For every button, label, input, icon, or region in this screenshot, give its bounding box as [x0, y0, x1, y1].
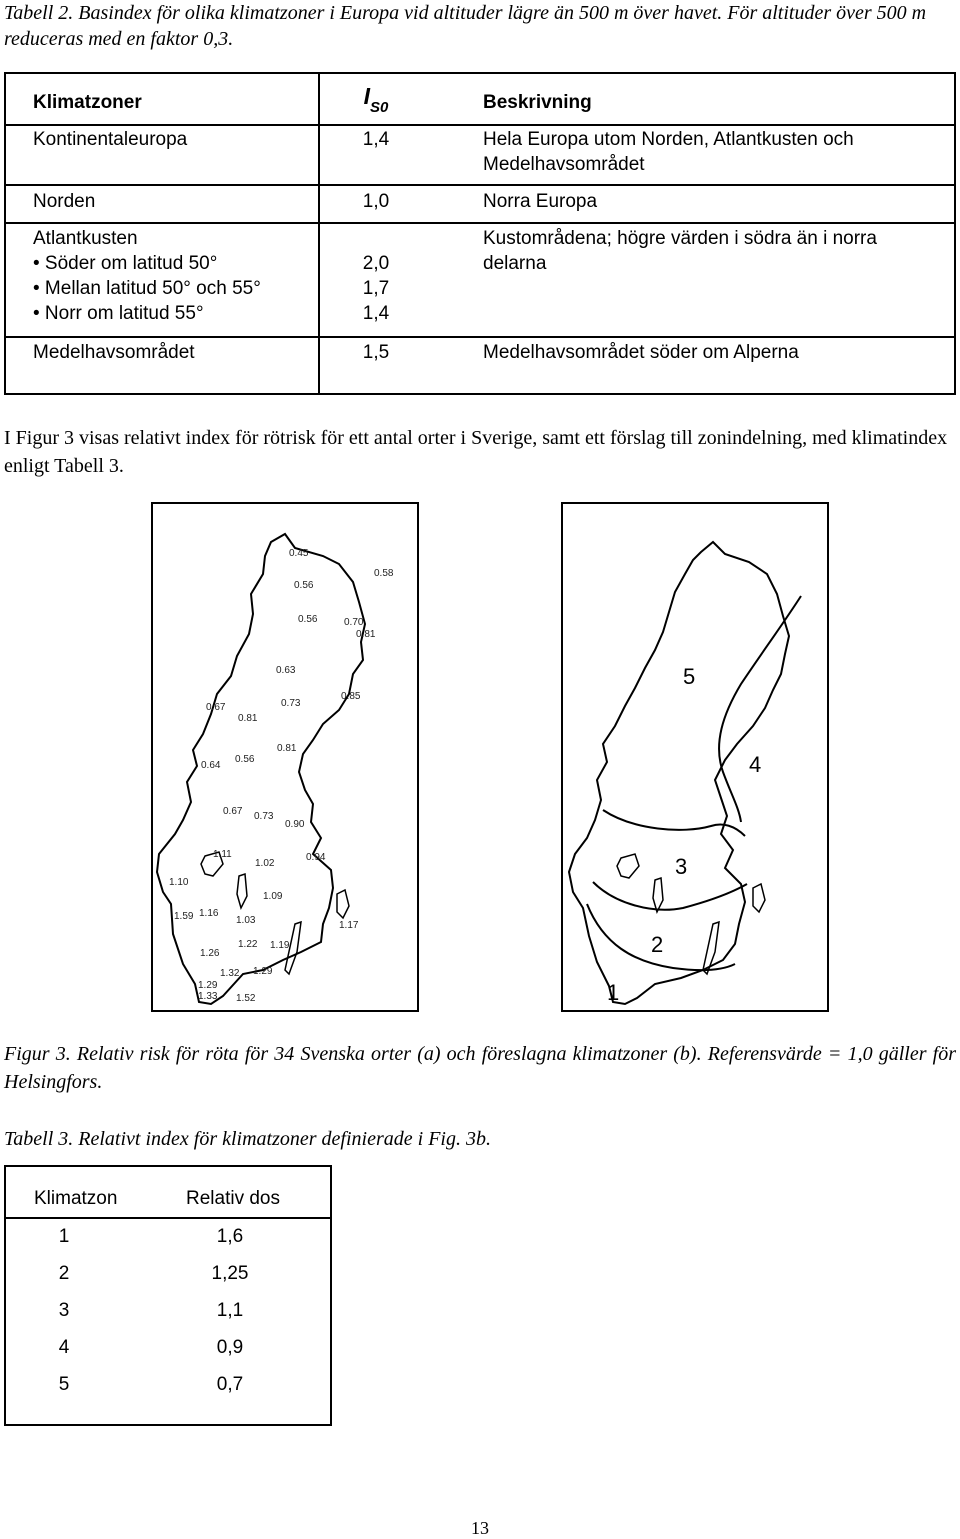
- lake-vanern: [617, 854, 639, 878]
- risk-value-label: 0.67: [223, 806, 243, 817]
- risk-value-label: 0.70: [344, 617, 364, 628]
- description-cell: Hela Europa utom Norden, Atlantkusten och Medelhavsområdet: [483, 129, 854, 175]
- risk-value-label: 0.56: [298, 614, 318, 625]
- zone-cell: Atlantkusten: [33, 228, 138, 249]
- zone-cell: 5: [58, 1374, 70, 1395]
- risk-value-label: 0.64: [201, 760, 221, 771]
- table2-caption: Tabell 2. Basindex för olika klimatzoner i Europa vid altituder lägre än 500 m över havet. För altituder över 500 m reduceras med en faktor 0,3.: [4, 2, 927, 50]
- risk-value-labels: [169, 548, 394, 1004]
- zone-label-1: 1: [607, 980, 620, 1005]
- risk-value-label: 0.73: [281, 698, 301, 709]
- risk-value-label: 0.81: [238, 713, 258, 724]
- risk-value-label: 1.11: [213, 849, 232, 860]
- dose-cell: 1,1: [216, 1300, 244, 1321]
- sub-zone-cell: • Norr om latitud 55°: [33, 303, 204, 324]
- risk-value-label: 0.67: [206, 702, 226, 713]
- zone-label-2: 2: [651, 932, 664, 957]
- gotland-island: [337, 890, 349, 918]
- value-cell: 1,4: [362, 303, 390, 324]
- row-divider: [6, 124, 954, 126]
- risk-value-label: 0.85: [341, 691, 361, 702]
- sub-zone-cell: • Mellan latitud 50° och 55°: [33, 278, 261, 299]
- risk-value-label: 1.03: [236, 915, 256, 926]
- risk-value-label: 1.26: [200, 948, 220, 959]
- risk-value-label: 1.59: [174, 911, 194, 922]
- climate-zone-map: [561, 502, 829, 1012]
- risk-value-label: 1.52: [236, 993, 256, 1004]
- column-divider: [318, 74, 320, 393]
- zone-cell: 3: [58, 1300, 70, 1321]
- header-dose: Relativ dos: [186, 1188, 280, 1209]
- zone-cell: 2: [58, 1263, 70, 1284]
- relative-risk-map: [151, 502, 419, 1012]
- risk-value-label: 1.10: [169, 877, 189, 888]
- risk-value-label: 1.02: [255, 858, 275, 869]
- risk-value-label: 0.58: [374, 568, 394, 579]
- dose-cell: 1,25: [211, 1263, 249, 1284]
- risk-value-label: 0.94: [306, 852, 326, 863]
- value-cell: 1,5: [362, 342, 390, 363]
- value-cell: 1,0: [362, 191, 390, 212]
- zone-cell: 4: [58, 1337, 70, 1358]
- body-paragraph: I Figur 3 visas relativt index för rötrisk för ett antal orter i Sverige, samt ett förslag till zonindelning, med klimatindex enligt Tabell 3.: [4, 427, 948, 477]
- risk-value-label: 0.81: [356, 629, 376, 640]
- zone-boundary-2-3: [593, 882, 747, 910]
- climate-zone-table: [4, 72, 956, 395]
- header-divider: [6, 1217, 330, 1219]
- risk-value-label: 0.56: [294, 580, 314, 591]
- table3-caption: Tabell 3. Relativt index för klimatzoner definierade i Fig. 3b.: [4, 1128, 491, 1150]
- figure-caption: Figur 3. Relativ risk för röta för 34 Svenska orter (a) och föreslagna klimatzoner (b). Referensvärde = 1,0 gäller för Helsingfors.: [4, 1043, 956, 1093]
- risk-value-label: 0.81: [277, 743, 297, 754]
- lake-vattern: [653, 878, 663, 912]
- risk-value-label: 1.19: [270, 940, 290, 951]
- zone-cell: Kontinentaleuropa: [33, 129, 188, 150]
- dose-cell: 1,6: [216, 1226, 244, 1247]
- header-index: $I_{S0}$: [363, 83, 389, 116]
- value-cell: 1,7: [362, 278, 390, 299]
- description-cell: Norra Europa: [483, 191, 598, 212]
- sweden-outline: [157, 534, 365, 1004]
- risk-value-label: 0.56: [235, 754, 255, 765]
- zone-label-4: 4: [749, 752, 762, 777]
- sweden-map-b: [563, 504, 827, 1010]
- header-description: Beskrivning: [483, 92, 592, 113]
- risk-value-label: 1.29: [198, 980, 218, 991]
- page-number: 13: [471, 1518, 489, 1538]
- risk-value-label: 0.90: [285, 819, 305, 830]
- zone-label-3: 3: [675, 854, 688, 879]
- description-cell: Medelhavsområdet söder om Alperna: [483, 342, 799, 363]
- row-divider: [6, 222, 954, 224]
- gotland-island: [753, 884, 765, 912]
- value-cell: 1,4: [362, 129, 390, 150]
- sweden-map-a: [153, 504, 417, 1010]
- risk-value-label: 1.17: [339, 920, 359, 931]
- risk-value-label: 1.16: [199, 908, 219, 919]
- row-divider: [6, 184, 954, 186]
- value-cell: 2,0: [362, 253, 390, 274]
- dose-cell: 0,7: [216, 1374, 244, 1395]
- zone-boundary-4-5: [719, 596, 801, 822]
- risk-value-label: 0.45: [289, 548, 309, 559]
- zone-cell: 1: [58, 1226, 70, 1247]
- risk-value-label: 1.32: [220, 968, 240, 979]
- risk-value-label: 1.29: [253, 966, 273, 977]
- row-divider: [6, 336, 954, 338]
- sub-zone-cell: • Söder om latitud 50°: [33, 253, 218, 274]
- dose-cell: 0,9: [216, 1337, 244, 1358]
- zone-label-5: 5: [683, 664, 696, 689]
- zone-cell: Norden: [33, 191, 96, 212]
- lake-vattern: [237, 874, 247, 908]
- risk-value-label: 1.33: [198, 991, 218, 1002]
- risk-value-label: 0.63: [276, 665, 296, 676]
- header-zone: Klimatzoner: [33, 92, 142, 113]
- description-cell: Kustområdena; högre värden i södra än i norra delarna: [483, 228, 877, 274]
- risk-value-label: 1.22: [238, 939, 258, 950]
- header-zone: Klimatzon: [34, 1188, 118, 1209]
- zone-cell: Medelhavsområdet: [33, 342, 195, 363]
- risk-value-label: 1.09: [263, 891, 283, 902]
- relative-dose-table: [4, 1165, 332, 1426]
- risk-value-label: 0.73: [254, 811, 274, 822]
